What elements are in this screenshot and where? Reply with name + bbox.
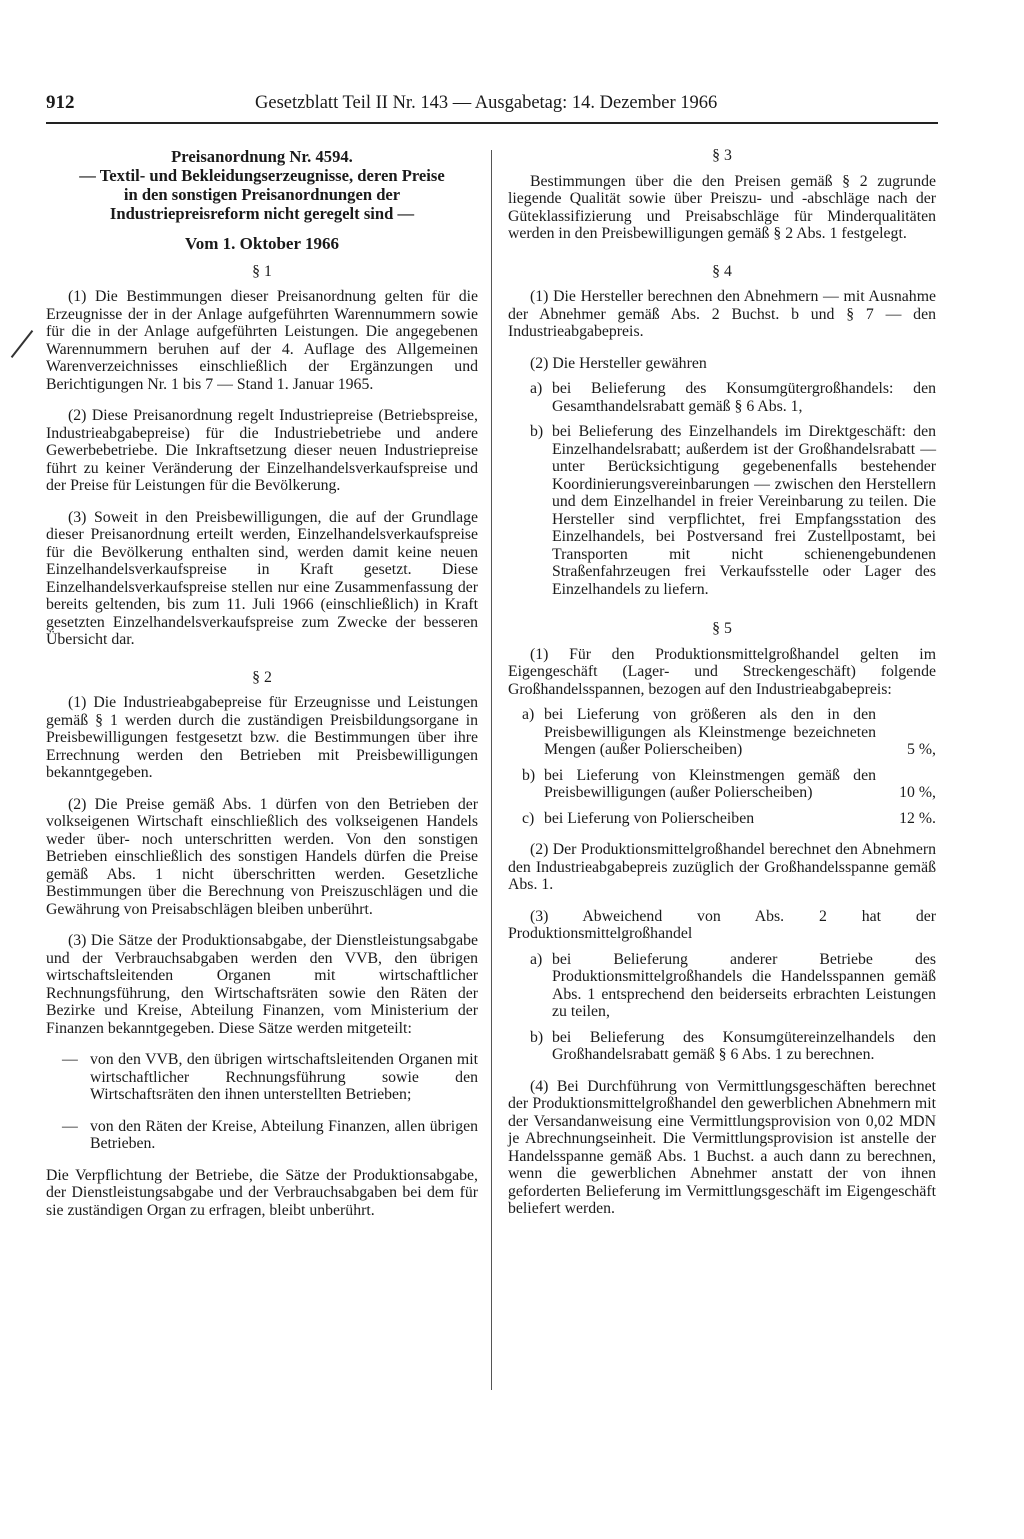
- margin-item: [508, 810, 936, 828]
- list-text: von den Räten der Kreise, Abteilung Finanzen, allen übrigen Betrieben.: [90, 1117, 478, 1152]
- section-heading: § 3: [712, 147, 732, 164]
- item-text: bei Belieferung anderer Betriebe des Produktionsmittelgroßhandels die Handelsspannen gemäß Abs. 1 entsprechend den beiderseits erbrachten Leistungen zu teilen,: [552, 950, 936, 1020]
- paragraph: (4) Bei Durchführung von Vermittlungsgeschäften berechnet der Produktionsmittelgroßhandel den gewerblichen Abnehmern mit der Versandanweisung eine Vermittlungsprovision von 0,02 MDN je Abrechnungseinheit. Die Vermittlungsprovision ist anstelle der Handelsspanne gemäß Abs. 1 Buchst. a auch dann zu berechnen, wenn die gewerblichen Abnehmer anstatt der von ihnen geforderten Belieferung im Vermittlungsgeschäft im Eigengeschäft beliefert werden.: [508, 1077, 936, 1217]
- item-text: bei Belieferung des Einzelhandels im Direktgeschäft: den Einzelhandelsrabatt; außerdem ist der Großhandelsrabatt — unter Berücksichtigung gegebenenfalls bestehender Koordinierungsvereinbarungen — zwischen den Herstellern und dem Einzelhandel in freier Vereinbarung zu teilen. Die Hersteller sind verpflichtet, frei Empfangsstation des Einzelhandels, bei Postversand frei Zustellpostamt, bei Transporten mit nicht schienengebundenen Straßenfahrzeugen frei Verkaufsstelle oder Lager des Einzelhandels zu liefern.: [552, 423, 936, 598]
- paragraph: (3) Abweichend von Abs. 2 hat der Produktionsmittelgroßhandel: [508, 907, 936, 942]
- title-line: in den sonstigen Preisanordnungen der: [123, 185, 401, 204]
- percentage-value: 10 %,: [899, 784, 936, 801]
- paragraph: (2) Die Hersteller gewähren: [530, 354, 707, 372]
- item-letter: b): [530, 1028, 544, 1046]
- section-heading: § 2: [252, 668, 272, 686]
- dash-marker: —: [62, 1051, 78, 1068]
- item-text: bei Lieferung von größeren als den in den Preisbewilligungen als Kleinstmenge bezeichneten Mengen (außer Polierscheiben): [544, 706, 876, 758]
- paragraph: Die Verpflichtung der Betriebe, die Sätze der Produktionsabgabe, der Dienstleistungsabgabe und der Verbrauchsabgaben bei dem für sie zuständigen Organ zu erfragen, bleibt unberührt.: [46, 1166, 478, 1219]
- item-letter: b): [522, 766, 536, 784]
- paragraph: (2) Diese Preisanordnung regelt Industriepreise (Betriebspreise, Industrieabgabepreise) für die Industriebetriebe und andere Gewerbebetriebe. Die Inkraftsetzung dieser neuen Industriepreise führt zu keiner Veränderung der Einzelhandelsverkaufspreise und der Preise für Leistungen für die Bevölkerung.: [46, 407, 478, 494]
- dash-list-item: [46, 1118, 478, 1153]
- dash-marker: —: [62, 1117, 78, 1135]
- section-heading: § 5: [712, 620, 732, 637]
- right-column: [508, 147, 936, 1218]
- paragraph: (1) Die Bestimmungen dieser Preisanordnung gelten für die Erzeugnisse der in der Anlage aufgeführten Warennummern sowie für die in der Anlage aufgeführten Leistungen. Die angegebenen Warennummern beruhen auf der 4. Auflage des Allgemeinen Warenverzeichnisses einschließlich der Ergänzungen und Berichtigungen Nr. 1 bis 7 — Stand 1. Januar 1965.: [46, 288, 478, 393]
- lettered-item: [508, 423, 936, 598]
- item-text: bei Belieferung des Konsumgütereinzelhandels den Großhandelsrabatt gemäß § 6 Abs. 1 zu berechnen.: [552, 1028, 936, 1063]
- item-letter: c): [522, 809, 535, 827]
- item-letter: a): [530, 380, 543, 397]
- margin-pencil-mark: [11, 330, 34, 358]
- left-column: [46, 147, 478, 1219]
- lettered-item: [508, 380, 936, 415]
- section-heading: § 1: [252, 262, 272, 280]
- title-line: Industriepreisreform nicht geregelt sind —: [109, 204, 415, 223]
- paragraph: Bestimmungen über die den Preisen gemäß § 2 zugrunde liegende Qualität sowie über Preiszu- und -abschläge nach der Güteklassifizierung und Preisabschläge für Minderqualitäten werden in den Preisbewilligungen gemäß § 2 Abs. 1 festgelegt.: [508, 172, 936, 242]
- page-header: [46, 92, 938, 124]
- dash-list-item: [46, 1051, 478, 1104]
- section-heading: § 4: [712, 262, 732, 280]
- paragraph: (2) Der Produktionsmittelgroßhandel berechnet den Abnehmern den Industrieabgabepreis zuzüglich der Großhandelsspanne gemäß Abs. 1.: [508, 841, 936, 893]
- column-divider: [491, 150, 492, 1390]
- item-letter: a): [530, 950, 543, 968]
- page-number: 912: [46, 92, 75, 113]
- item-text: bei Lieferung von Kleinstmengen gemäß den Preisbewilligungen (außer Polierscheiben): [544, 766, 876, 801]
- title-line: Preisanordnung Nr. 4594.: [171, 147, 353, 166]
- lettered-item: [508, 951, 936, 1021]
- paragraph: (1) Für den Produktionsmittelgroßhandel gelten im Eigengeschäft (Lager- und Streckengeschäft) folgende Großhandelsspannen, bezogen auf den Industrieabgabepreis:: [508, 645, 936, 698]
- paragraph: (1) Die Industrieabgabepreise für Erzeugnisse und Leistungen gemäß § 1 werden durch die zuständigen Preisbildungsorgane in Preisbewilligungen festgesetzt bzw. die Bestimmungen über ihre Errechnung werden den Betrieben mit Preisbewilligungen bekanntgegeben.: [46, 694, 478, 781]
- percentage-value: 12 %.: [899, 809, 936, 827]
- title-line: — Textil- und Bekleidungserzeugnisse, deren Preise: [79, 166, 445, 185]
- item-text: bei Belieferung des Konsumgütergroßhandels: den Gesamthandelsrabatt gemäß § 6 Abs. 1,: [552, 380, 936, 415]
- list-text: von den VVB, den übrigen wirtschaftsleitenden Organen mit wirtschaftlicher Rechnungsführung sowie den Wirtschaftsräten den ihnen unterstellten Betrieben;: [90, 1051, 478, 1103]
- paragraph: (3) Soweit in den Preisbewilligungen, die auf der Grundlage dieser Preisanordnung erteilt werden, Einzelhandelsverkaufspreise für die Bevölkerung enthalten sind, werden damit keine neuen Einzelhandelsverkaufspreise in Kraft gesetzt. Diese Einzelhandelsverkaufspreise stellen nur eine Zusammenfassung der bereits geltenden, bis zum 11. Juli 1966 (einschließlich) in Kraft gesetzten Einzelhandelsverkaufspreise zum Zwecke der besseren Übersicht dar.: [46, 508, 478, 648]
- item-letter: b): [530, 423, 544, 440]
- margin-item: [508, 767, 936, 802]
- paragraph: (1) Die Hersteller berechnen den Abnehmern — mit Ausnahme der Abnehmer gemäß Abs. 2 Buchst. b und § 7 — den Industrieabgabepreis.: [508, 288, 936, 340]
- ordinance-date: Vom 1. Oktober 1966: [185, 234, 339, 253]
- margin-item: [508, 706, 936, 759]
- item-text: bei Lieferung von Polierscheiben: [544, 809, 755, 827]
- item-letter: a): [522, 706, 535, 723]
- ordinance-title: [46, 147, 478, 223]
- paragraph: (2) Die Preise gemäß Abs. 1 dürfen von den Betrieben der volkseigenen Wirtschaft einschließlich des volkseigenen Handels weder über- noch unterschritten werden. Von den sonstigen Betrieben einschließlich des sonstigen Handels dürfen die Preise gemäß Abs. 1 nicht überschritten werden. Gesetzliche Bestimmungen über die Berechnung von Preiszuschlägen und die Gewährung von Preisabschlägen bleiben unberührt.: [46, 795, 478, 918]
- percentage-value: 5 %,: [907, 741, 936, 758]
- paragraph: (3) Die Sätze der Produktionsabgabe, der Dienstleistungsabgabe und der Verbrauchsabgaben werden den VVB, den übrigen wirtschaftsleitenden Organen mit wirtschaftlicher Rechnungsführung, den Wirtschaftsräten sowie den Räten der Bezirke und Kreise, Abteilung Finanzen, vom Ministerium der Finanzen bekanntgegeben. Diese Sätze werden mitgeteilt:: [46, 932, 478, 1037]
- lettered-item: [508, 1029, 936, 1064]
- running-head: Gesetzblatt Teil II Nr. 143 — Ausgabetag: 14. Dezember 1966: [255, 93, 718, 113]
